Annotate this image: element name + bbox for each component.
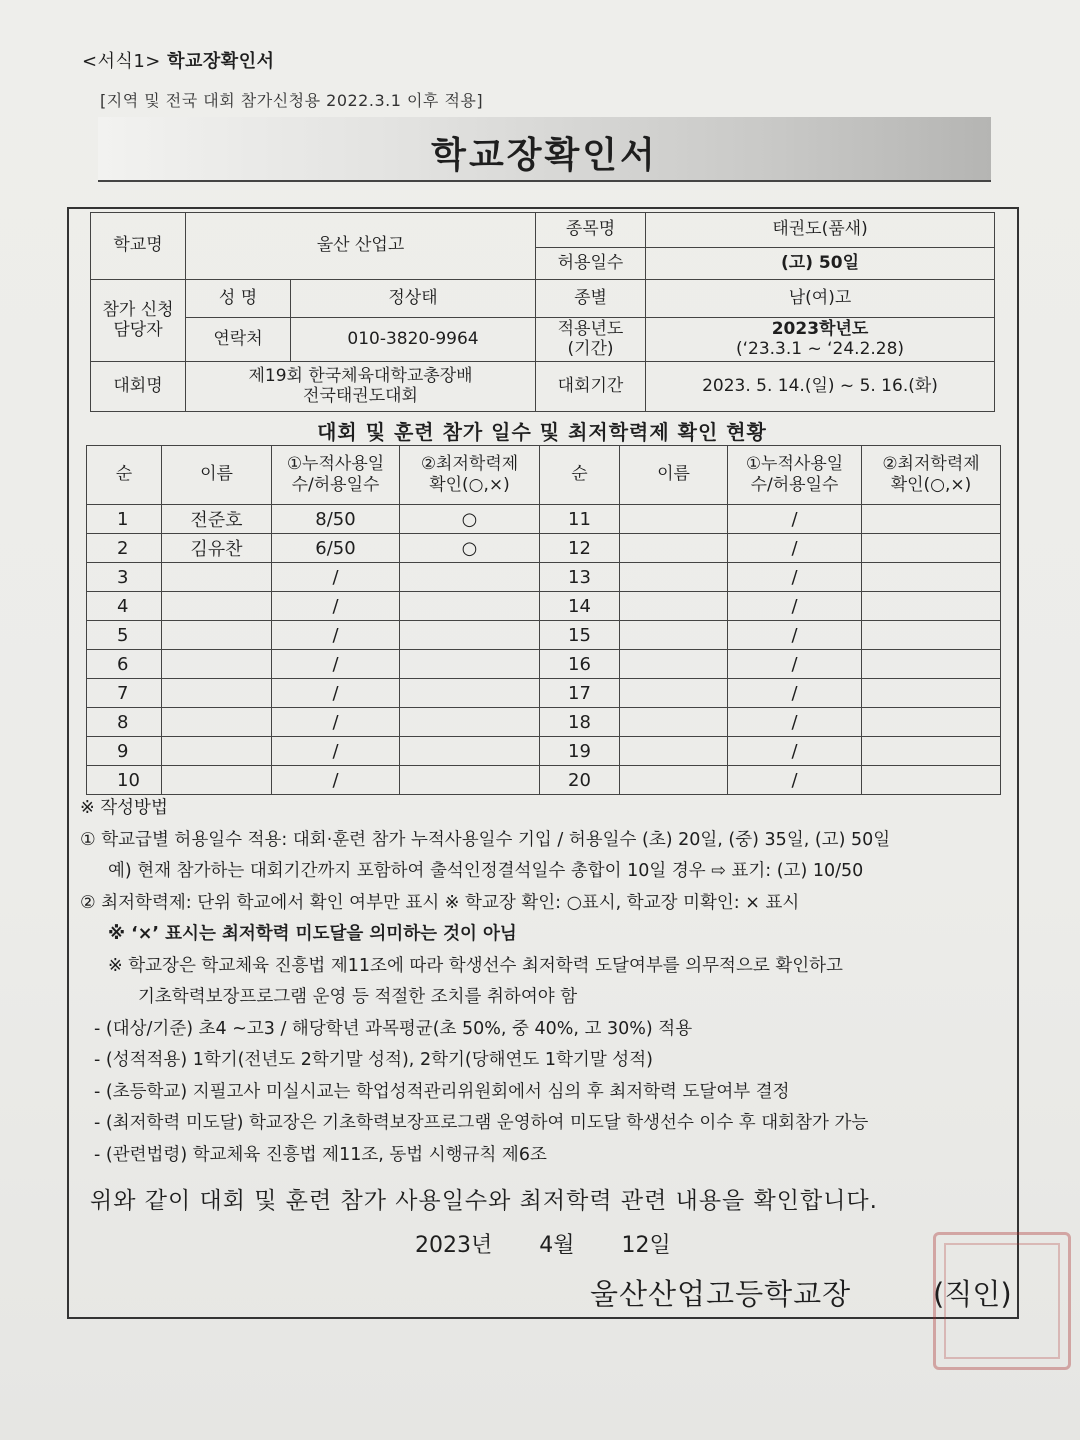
cell-name-right: [620, 621, 728, 650]
cell-days-right: /: [728, 534, 862, 563]
cell-check-right: [862, 679, 1001, 708]
cell-days-right: /: [728, 737, 862, 766]
instructions: [80, 793, 1020, 1171]
cell-check-left: ○: [400, 505, 540, 534]
header-days-right-line1: ①누적사용일: [745, 453, 844, 474]
scope-note: [지역 및 전국 대회 참가신청용 2022.3.1 이후 적용]: [100, 91, 484, 110]
name-value: 정상태: [291, 280, 536, 318]
cell-no-left: 10: [87, 766, 162, 795]
table-row: [87, 650, 1001, 679]
year-value-line2: (‘23.3.1 ~ ‘24.2.28): [735, 338, 905, 359]
table-row: [87, 563, 1001, 592]
cell-check-left: [400, 708, 540, 737]
note-3: ※ ‘×’ 표시는 최저학력 미도달을 의미하는 것이 아님: [108, 924, 517, 944]
document-title: 학교장확인서: [431, 135, 658, 176]
cell-name-right: [620, 708, 728, 737]
header-name-left: 이름: [162, 446, 272, 505]
cell-no-right: 19: [540, 737, 620, 766]
cell-days-right: /: [728, 650, 862, 679]
cell-days-left: /: [272, 563, 400, 592]
table-body: [87, 505, 1001, 795]
cell-no-right: 18: [540, 708, 620, 737]
cell-check-right: [862, 592, 1001, 621]
cell-no-left: 9: [87, 737, 162, 766]
cell-name-right: [620, 737, 728, 766]
note-4b: 기초학력보장프로그램 운영 등 적절한 조치를 취하여야 함: [138, 987, 578, 1007]
cell-no-left: 4: [87, 592, 162, 621]
cell-name-left: [162, 737, 272, 766]
form-number-code: <서식1>: [82, 51, 161, 72]
contact-label: 연락처: [186, 318, 291, 362]
cell-name-right: [620, 505, 728, 534]
contact-value: 010-3820-9964: [291, 318, 536, 362]
cell-name-left: 전준호: [162, 505, 272, 534]
header-check-left-line2: 확인(○,×): [429, 475, 510, 495]
cell-name-left: [162, 563, 272, 592]
cell-no-right: 20: [540, 766, 620, 795]
cell-days-right: /: [728, 563, 862, 592]
cell-no-right: 16: [540, 650, 620, 679]
cell-days-right: /: [728, 679, 862, 708]
header-name-right: 이름: [620, 446, 728, 505]
table-row: [87, 592, 1001, 621]
cell-name-left: 김유찬: [162, 534, 272, 563]
event-label: 종목명: [536, 213, 646, 248]
cell-days-left: /: [272, 621, 400, 650]
table-row: [87, 679, 1001, 708]
header-check-right-line2: 확인(○,×): [890, 475, 972, 495]
school-label: 학교명: [91, 213, 186, 280]
note-1b: 예) 현재 참가하는 대회기간까지 포함하여 출석인정결석일수 총합이 10일 경우 ⇨ 표기: (고) 10/50: [108, 861, 864, 881]
gender-label: 종별: [536, 280, 646, 318]
table-row: [87, 621, 1001, 650]
detail-4: - (최저학력 미도달) 학교장은 기초학력보장프로그램 운영하여 미도달 학생선수 이수 후 대회참가 가능: [94, 1113, 869, 1133]
cell-no-left: 8: [87, 708, 162, 737]
cell-days-left: /: [272, 650, 400, 679]
cell-no-right: 14: [540, 592, 620, 621]
meet-value-line2: 전국태권도대회: [303, 385, 418, 406]
cell-days-left: 8/50: [272, 505, 400, 534]
note-2: ② 최저학력제: 단위 학교에서 확인 여부만 표시 ※ 학교장 확인: ○표시, 학교장 미확인: × 표시: [80, 892, 800, 913]
detail-5: - (관련법령) 학교체육 진흥법 제11조, 동법 시행규칙 제6조: [94, 1144, 547, 1165]
header-check-left: [400, 446, 540, 505]
manager-label-line1: 참가 신청: [102, 299, 174, 320]
cell-days-left: /: [272, 766, 400, 795]
cell-name-left: [162, 650, 272, 679]
cell-no-left: 3: [87, 563, 162, 592]
cell-name-right: [620, 592, 728, 621]
cell-check-left: [400, 592, 540, 621]
section-title: 대회 및 훈련 참가 일수 및 최저학력제 확인 현황: [317, 420, 767, 444]
cell-no-right: 11: [540, 505, 620, 534]
cell-name-left: [162, 679, 272, 708]
cell-days-right: /: [728, 505, 862, 534]
info-table: [90, 212, 995, 412]
principal-name: 울산산업고등학교장: [590, 1277, 852, 1311]
cell-no-left: 5: [87, 621, 162, 650]
cell-check-left: [400, 679, 540, 708]
header-days-left: [272, 446, 400, 505]
allowed-days-value: (고) 50일: [646, 248, 995, 280]
cell-check-right: [862, 534, 1001, 563]
header-check-right: [862, 446, 1001, 505]
header-days-left-line2: 수/허용일수: [291, 475, 380, 495]
cell-name-left: [162, 766, 272, 795]
cell-no-right: 12: [540, 534, 620, 563]
year-value-line1: 2023학년도: [771, 318, 869, 339]
meet-label: 대회명: [91, 362, 186, 412]
meet-value-line1: 제19회 한국체육대학교총장배: [248, 365, 473, 386]
header-no-left: 순: [87, 446, 162, 505]
table-header-row: [87, 446, 1001, 505]
date-day: 12일: [621, 1233, 671, 1258]
table-row: [87, 766, 1001, 795]
cell-name-right: [620, 563, 728, 592]
participation-table: [86, 445, 1001, 795]
school-value: 울산 산업고: [186, 213, 536, 280]
cell-no-left: 1: [87, 505, 162, 534]
table-row: [87, 737, 1001, 766]
cell-name-right: [620, 650, 728, 679]
cell-name-left: [162, 592, 272, 621]
table-row: [87, 534, 1001, 563]
cell-days-right: /: [728, 592, 862, 621]
period-value: 2023. 5. 14.(일) ~ 5. 16.(화): [646, 362, 995, 412]
form-number: [82, 47, 274, 73]
cell-no-right: 15: [540, 621, 620, 650]
name-label: 성 명: [186, 280, 291, 318]
year-label-line2: (기간): [567, 338, 614, 359]
detail-2: - (성적적용) 1학기(전년도 2학기말 성적), 2학기(당해연도 1학기말 성적): [94, 1050, 653, 1070]
year-value: [646, 318, 995, 362]
cell-check-left: [400, 563, 540, 592]
cell-no-left: 7: [87, 679, 162, 708]
cell-no-right: 13: [540, 563, 620, 592]
gender-value: 남(여)고: [646, 280, 995, 318]
cell-days-left: /: [272, 592, 400, 621]
seal-mark: (직인): [933, 1277, 1012, 1311]
note-1a: ① 학교급별 허용일수 적용: 대회·훈련 참가 누적사용일수 기입 / 허용일수 (초) 20일, (중) 35일, (고) 50일: [80, 829, 891, 850]
header-days-left-line1: ①누적사용일: [286, 453, 385, 474]
cell-days-left: /: [272, 679, 400, 708]
date-month: 4월: [539, 1233, 575, 1258]
note-4a: ※ 학교장은 학교체육 진흥법 제11조에 따라 학생선수 최저학력 도달여부를 의무적으로 확인하고: [108, 955, 843, 976]
cell-check-right: [862, 621, 1001, 650]
meet-value: [186, 362, 536, 412]
cell-check-left: [400, 737, 540, 766]
cell-check-left: [400, 621, 540, 650]
header-check-left-line1: ②최저학력제: [420, 453, 519, 474]
header-no-right: 순: [540, 446, 620, 505]
cell-name-left: [162, 708, 272, 737]
manager-label-line2: 담당자: [113, 319, 163, 340]
header-check-right-line1: ②최저학력제: [882, 453, 980, 474]
year-label: [536, 318, 646, 362]
cell-days-left: 6/50: [272, 534, 400, 563]
cell-check-right: [862, 737, 1001, 766]
manager-label: [91, 280, 186, 362]
cell-check-left: [400, 766, 540, 795]
cell-days-right: /: [728, 766, 862, 795]
issue-date: [415, 1228, 711, 1259]
cell-check-right: [862, 563, 1001, 592]
cell-check-right: [862, 766, 1001, 795]
cell-check-left: ○: [400, 534, 540, 563]
confirmation-statement: 위와 같이 대회 및 훈련 참가 사용일수와 최저학력 관련 내용을 확인합니다.: [90, 1188, 878, 1214]
cell-name-left: [162, 621, 272, 650]
title-band: [98, 117, 991, 182]
cell-check-right: [862, 708, 1001, 737]
cell-check-right: [862, 505, 1001, 534]
cell-check-left: [400, 650, 540, 679]
cell-check-right: [862, 650, 1001, 679]
year-label-line1: 적용년도: [557, 318, 624, 339]
detail-1: - (대상/기준) 초4 ~고3 / 해당학년 과목평균(초 50%, 중 40%, 고 30%) 적용: [94, 1018, 693, 1039]
cell-days-right: /: [728, 621, 862, 650]
header-days-right-line2: 수/허용일수: [750, 475, 839, 495]
detail-3: - (초등학교) 지필고사 미실시교는 학업성적관리위원회에서 심의 후 최저학력 도달여부 결정: [94, 1081, 790, 1102]
cell-days-left: /: [272, 737, 400, 766]
cell-days-right: /: [728, 708, 862, 737]
cell-no-left: 6: [87, 650, 162, 679]
event-value: 태권도(품새): [646, 213, 995, 248]
cell-no-left: 2: [87, 534, 162, 563]
cell-name-right: [620, 534, 728, 563]
table-row: [87, 708, 1001, 737]
notes-heading: ※ 작성방법: [80, 798, 168, 818]
date-year: 2023년: [415, 1233, 493, 1258]
header-days-right: [728, 446, 862, 505]
cell-name-right: [620, 679, 728, 708]
table-row: [87, 505, 1001, 534]
cell-no-right: 17: [540, 679, 620, 708]
allowed-days-label: 허용일수: [536, 248, 646, 280]
form-number-name: 학교장확인서: [167, 51, 275, 72]
period-label: 대회기간: [536, 362, 646, 412]
cell-name-right: [620, 766, 728, 795]
cell-days-left: /: [272, 708, 400, 737]
